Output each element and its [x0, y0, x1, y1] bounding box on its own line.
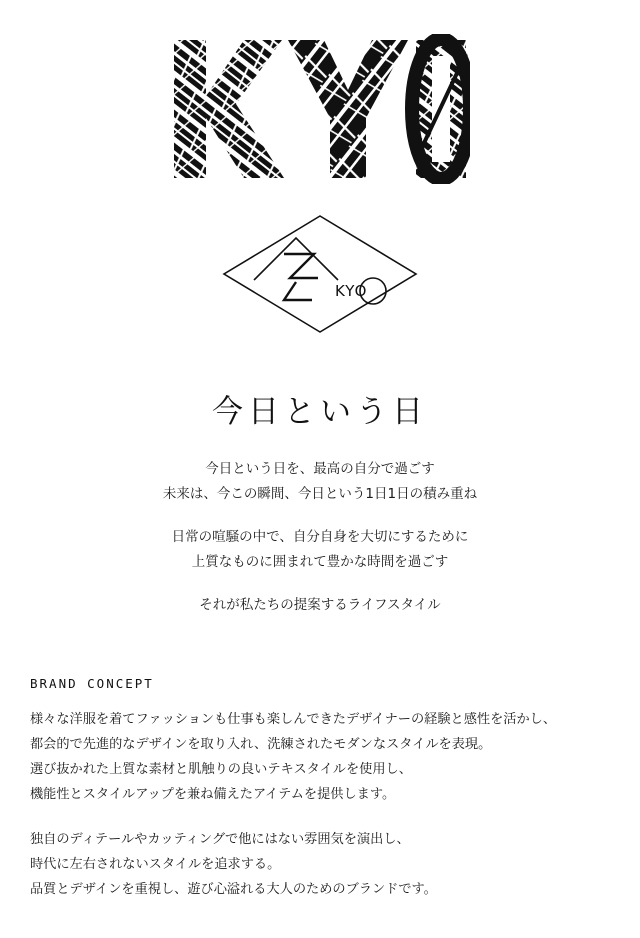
- lead-copy: [0, 457, 640, 618]
- wordmark-container: [0, 0, 640, 184]
- brand-concept-body: [30, 707, 610, 902]
- concept-line: 様々な洋服を着てファッションも仕事も楽しんできたデザイナーの経験と感性を活かし、: [30, 712, 557, 727]
- concept-block-2: [30, 827, 610, 902]
- wordmark-letter-o: [412, 39, 470, 179]
- concept-line: 独自のディテールやカッティングで他にはない雰囲気を演出し、: [30, 832, 410, 847]
- emblem-chevron-icon: [254, 238, 338, 280]
- lead-line: 未来は、今この瞬間、今日という1日1日の積み重ね: [162, 486, 478, 502]
- emblem-diamond-outline: [224, 216, 416, 332]
- lead-line: 今日という日を、最高の自分で過ごす: [205, 461, 435, 477]
- emblem-monogram-tail-icon: [284, 282, 312, 300]
- wordmark-letter-k: [174, 40, 284, 178]
- emblem-container: [0, 210, 640, 340]
- concept-line: 時代に左右されないスタイルを追求する。: [30, 857, 281, 872]
- wordmark-letter-y: [288, 40, 408, 178]
- brand-concept-section: [0, 676, 640, 902]
- emblem-label: KYO: [335, 282, 368, 300]
- lead-block-1: [0, 457, 640, 507]
- lead-block-2: [0, 525, 640, 575]
- brand-concept-title: BRAND CONCEPT: [30, 676, 154, 691]
- lead-line: 上質なものに囲まれて豊かな時間を過ごす: [191, 554, 449, 570]
- kyo-diamond-emblem-icon: [210, 210, 430, 340]
- concept-line: 都会的で先進的なデザインを取り入れ、洗練されたモダンなスタイルを表現。: [30, 737, 492, 752]
- concept-line: 品質とデザインを重視し、遊び心溢れる大人のためのブランドです。: [30, 882, 437, 897]
- kyo-wordmark-logo: [170, 34, 470, 184]
- concept-line: 機能性とスタイルアップを兼ね備えたアイテムを提供します。: [30, 787, 396, 802]
- lead-line: それが私たちの提案するライフスタイル: [199, 597, 441, 613]
- concept-block-1: [30, 707, 610, 807]
- lead-block-3: [0, 593, 640, 618]
- lead-line: 日常の喧騒の中で、自分自身を大切にするために: [171, 529, 469, 545]
- emblem-monogram-icon: [284, 254, 318, 278]
- concept-line: 選び抜かれた上質な素材と肌触りの良いテキスタイルを使用し、: [30, 762, 412, 777]
- page-title: 今日という日: [212, 394, 428, 430]
